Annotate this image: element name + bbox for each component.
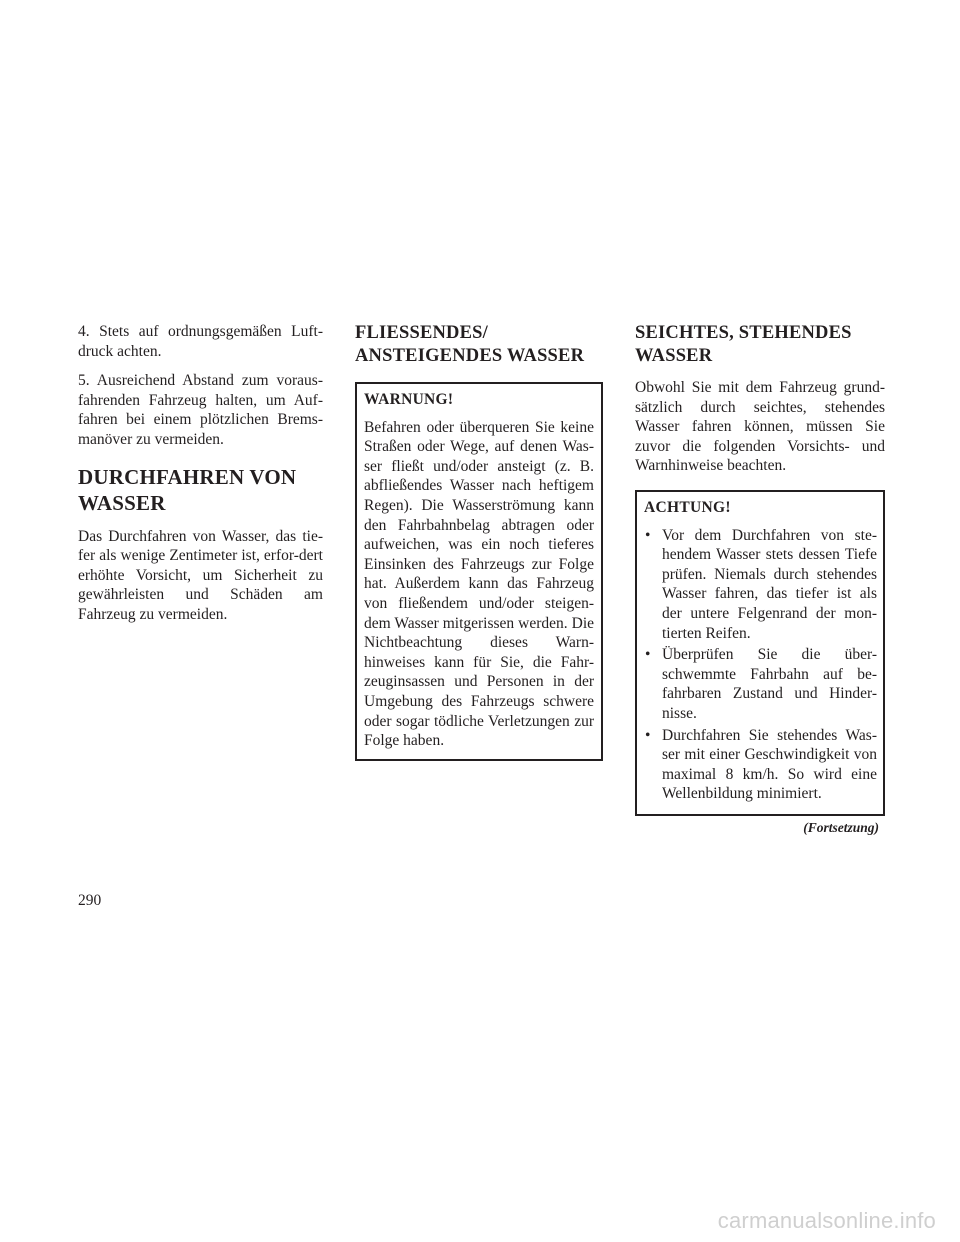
caution-box: [635, 490, 885, 816]
bullet-icon: •: [645, 726, 651, 744]
continued-label: (Fortsetzung): [803, 819, 879, 835]
heading-fliessendes-wasser: FLIESSENDES/ ANSTEIGENDES WASSER: [355, 323, 585, 366]
list-item: • Überprüfen Sie die über-schwemmte Fahrbahn auf be-fahrbaren Zustand und Hinder-nisse.: [645, 646, 877, 722]
column-right: [635, 322, 885, 836]
heading-durchfahren-von-wasser: DURCHFAHREN VON WASSER: [78, 464, 297, 515]
caution-title: ACHTUNG!: [644, 498, 731, 516]
heading-seichtes-wasser: SEICHTES, STEHENDES WASSER: [635, 323, 852, 366]
column-left: [78, 322, 323, 635]
caution-list: [644, 526, 877, 804]
watermark: carmanualsonline.info: [717, 1208, 936, 1233]
list-item: • Durchfahren Sie stehendes Was-ser mit einer Geschwindigkeit von maximal 8 km/h. So wird eine Wellenbildung minimiert.: [645, 726, 877, 803]
paragraph-tire-pressure: 4. Stets auf ordnungsgemäßen Luft-druck achten.: [78, 323, 323, 360]
column-middle: [355, 322, 603, 761]
warning-text: Befahren oder überqueren Sie keine Straßen oder Wege, auf denen Was-ser fließt und/oder ansteigt (z. B. abfließendes Wasser nach heftigem Regen). Die Wasserströmung kann den Fahrbahnbelag abtragen oder aufweichen, was ein noch tieferes Einsinken des Fahrzeugs zur Folge hat. Außerdem kann das Fahrzeug von fließendem und/oder steigen-dem Wasser mitgerissen werden. Die Nichtbeachtung dieses Warn-hinweises kann für Sie, die Fahr-zeuginsassen und Personen in der Umgebung des Fahrzeugs schwere oder sogar tödliche Verletzungen zur Folge haben.: [364, 418, 594, 750]
bullet-icon: •: [645, 526, 651, 544]
paragraph-distance: 5. Ausreichend Abstand zum voraus-fahrenden Fahrzeug halten, um Auf-fahren bei einem plötzlichen Brems-manöver zu vermeiden.: [78, 372, 323, 448]
paragraph-shallow-water: Obwohl Sie mit dem Fahrzeug grund-sätzlich durch seichtes, stehendes Wasser fahren können, müssen Sie zuvor die folgenden Vorsichts- und Warnhinweise beachten.: [635, 379, 885, 475]
warning-box: [355, 382, 603, 761]
bullet-icon: •: [645, 646, 651, 664]
paragraph-intro-water: Das Durchfahren von Wasser, das tie-fer als wenige Zentimeter ist, erfor-dert erhöhte Vorsicht, um Sicherheit zu gewährleisten und Schäden am Fahrzeug zu vermeiden.: [78, 527, 323, 623]
list-item: • Vor dem Durchfahren von ste-hendem Wasser stets dessen Tiefe prüfen. Niemals durch stehendes Wasser fahren, das tiefer ist als der untere Felgenrand der mon-tierten Reifen.: [645, 526, 877, 642]
page-number: 290: [78, 892, 102, 909]
warning-title: WARNUNG!: [364, 391, 454, 408]
